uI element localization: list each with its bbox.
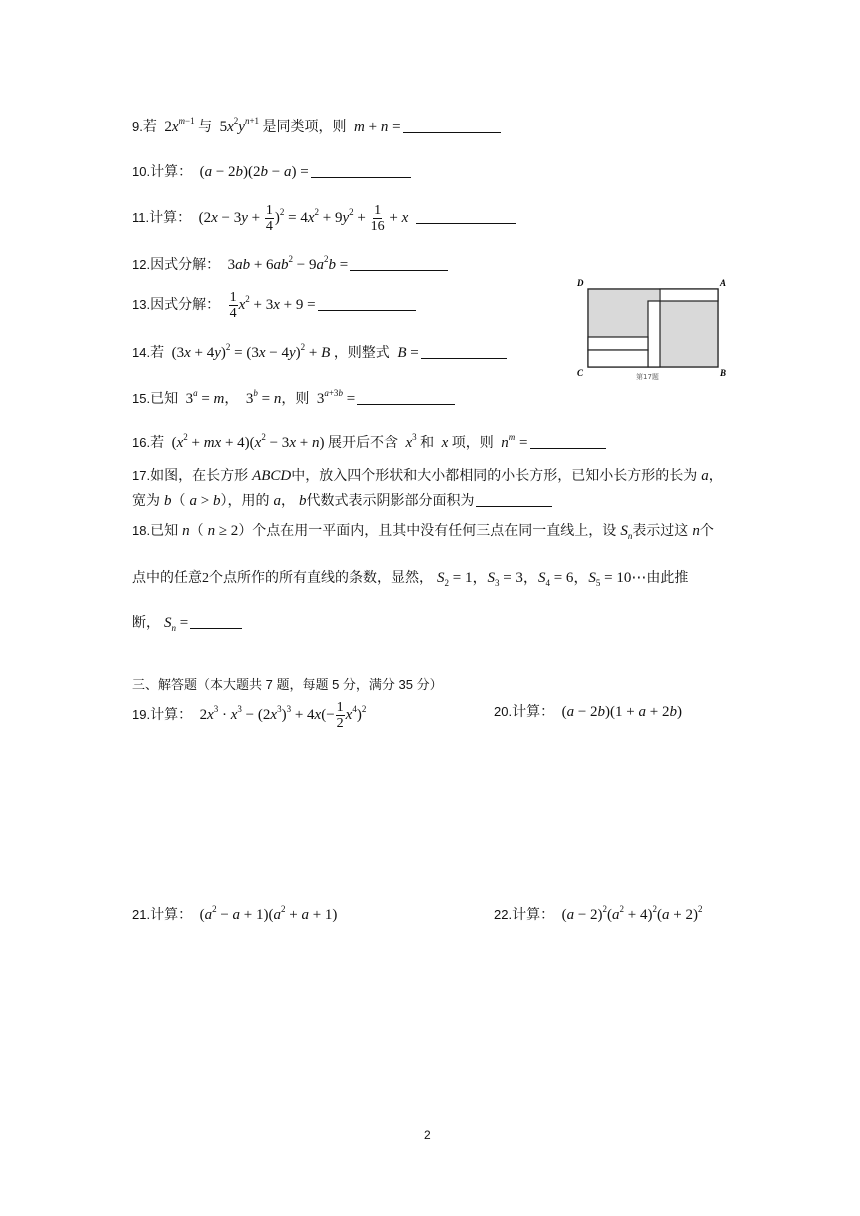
- answer-blank: [403, 118, 501, 133]
- shaded-region-right: [660, 301, 717, 366]
- answer-blank: [318, 296, 416, 311]
- question-11: 11.计算： (2x − 3y + $\frac{1}{4}$ )$^2 = 4x^2 + 9y^2$ + $\frac{1}{16}$ + x: [132, 203, 516, 234]
- question-21: 21.计算： $(a^2 - a + 1)(a^2 + a + 1)$: [132, 904, 338, 923]
- vertex-label-c: C: [577, 368, 584, 378]
- question-13: 13.因式分解： $\frac{1}{4}$ $x^2 + 3x + 9$ =: [132, 290, 416, 321]
- vertex-label-a: A: [720, 278, 727, 288]
- question-18-line-1: 18.已知 n（ n ≥ 2）个点在用一平面内，且其中没有任何三点在同一直线上，设 $S_n$表示过这 n个: [132, 523, 714, 541]
- question-17-line-1: 17.如图，在长方形 ABCD中，放入四个形状和大小都相同的小长方形，已知小长方形的长为 a，: [132, 468, 723, 484]
- vertex-label-b: B: [720, 368, 727, 378]
- question-number: 9.: [132, 119, 143, 134]
- question-22: 22.计算： $(a - 2)^2(a^2 + 4)^2(a + 2)^2$: [494, 904, 703, 923]
- answer-blank: [311, 163, 411, 178]
- question-12: 12.因式分解： $3ab + 6ab^2 - 9a^2b$ =: [132, 256, 448, 275]
- rectangle-figure: [572, 276, 732, 384]
- question-18-line-2: 点中的任意2个点所作的所有直线的条数，显然， $S_2 = 1$，$S_3 = 3$，$S_4 = 6$，$S_5$ = 10⋯由此推: [132, 570, 689, 588]
- question-17-line-2: 宽为 b（ a > b），用的 a， b代数式表示阴影部分面积为: [132, 492, 552, 511]
- question-20: 20.计算： (a − 2b)(1 + a + 2b): [494, 704, 682, 720]
- answer-blank: [476, 492, 552, 507]
- figure-caption: 第17题: [636, 373, 659, 381]
- answer-blank: [530, 434, 606, 449]
- question-14: 14.若 $(3x + 4y)^2 = (3x - 4y)^2 + B$ ，则整式 B =: [132, 344, 507, 363]
- answer-blank: [416, 209, 516, 224]
- question-16: 16.若 ($x^2$ + mx + $4)(x^2 - 3x + n)$ 展开后不含 $x^3$ 和 x 项，则 $n^m$ =: [132, 434, 606, 453]
- small-rectangle: [648, 301, 660, 367]
- small-rectangle: [660, 289, 718, 301]
- small-rectangle: [588, 337, 648, 350]
- answer-blank: [357, 390, 455, 405]
- vertex-label-d: D: [577, 278, 584, 288]
- question-15: 15.已知 $3^a = m$， $3^b = n$，则 $3^{a+3b}$ =: [132, 390, 455, 409]
- answer-blank: [421, 344, 507, 359]
- question-9: 9.若 $2x^{m-1}$ 与 $5x^2y^{n+1}$ 是同类项，则 m + n =: [132, 118, 501, 137]
- small-rectangle: [588, 350, 648, 367]
- answer-blank: [350, 256, 448, 271]
- answer-blank: [190, 614, 242, 629]
- section-3-header: 三、解答题（本大题共 7 题，每题 5 分，满分 35 分）: [132, 677, 443, 692]
- question-18-line-3: 断， $S_n$ =: [132, 614, 242, 633]
- page-number: 2: [424, 1128, 431, 1142]
- question-10: 10.计算： (a − 2b)(2b − a) =: [132, 163, 411, 182]
- question-19: 19.计算： $2x^3 \cdot x^3 - (2x^3)^3 + 4x(-$ $\frac{1}{2}$ $x^4)^2$: [132, 700, 367, 731]
